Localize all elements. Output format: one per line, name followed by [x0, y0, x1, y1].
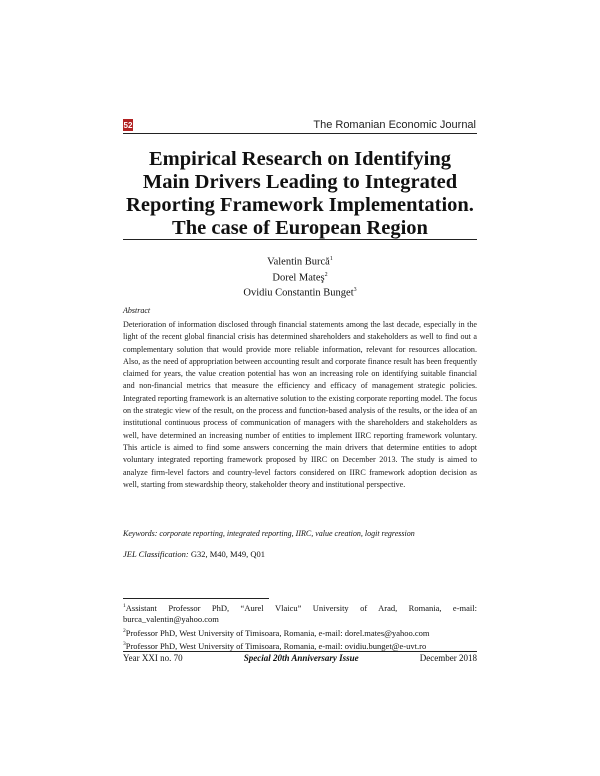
- title-line: Main Drivers Leading to Integrated: [142, 171, 458, 193]
- footer-issue: Special 20th Anniversary Issue: [243, 653, 359, 663]
- abstract-label: Abstract: [123, 306, 151, 315]
- footnote-mark: 1: [329, 256, 333, 262]
- title-line: Empirical Research on Identifying: [149, 148, 451, 170]
- author-list: [123, 253, 477, 300]
- footer-rule: [123, 651, 477, 652]
- footer-volume: Year XXI no. 70: [123, 653, 183, 663]
- footnote-rule: [123, 598, 269, 599]
- title-line: Reporting Framework Implementation.: [126, 194, 474, 216]
- footnote-mark: 2: [324, 271, 328, 278]
- author: Dorel Mateş$^2$: [272, 271, 328, 283]
- footnote: $^1$Assistant Professor PhD, “Aurel Vlaicu” University of Arad, Romania, e-mail: burca_valentin@yahoo.com: [123, 602, 477, 625]
- title-rule: [123, 239, 477, 240]
- footnote-mark: 3: [353, 287, 357, 293]
- journal-name: The Romanian Economic Journal: [313, 119, 476, 131]
- author: Valentin Burcă$^1$: [267, 256, 333, 268]
- page-number-badge: 52: [123, 120, 133, 130]
- keywords: Keywords: corporate reporting, integrated reporting, IIRC, value creation, logit regression: [123, 529, 415, 538]
- footnote: $^2$Professor PhD, West University of Timisoara, Romania, e-mail: dorel.mates@yahoo.com: [123, 627, 430, 638]
- header-rule: [123, 133, 477, 134]
- jel-codes: G32, M40, M49, Q01: [190, 549, 266, 559]
- title-line: The case of European Region: [172, 217, 428, 239]
- footnotes: [123, 601, 477, 652]
- jel-label: JEL Classification:: [123, 549, 189, 559]
- jel-classification: [123, 549, 477, 559]
- paper-title: [123, 148, 477, 240]
- author: Ovidiu Constantin Bunget$^3$: [243, 287, 357, 299]
- abstract-text: Deterioration of information disclosed through financial statements among the last decade, especially in the light of the recent global financial crisis has determined shareholders and stakeholders as well to find out a complementary solution that would provide more reliable information, relevant for resources allocation. Also, as the need of appropriation between accounting result and corporate finance result has been frequently claimed for years, the value creation potential has won an increasing role on identifying suitable financial and non-financial metrics that measure the efficiency and efficacy of management strategic policies. Integrated reporting framework is an alternative solution to the existing corporate reporting model. The focus on the strategic view of the result, on the process and function-based analysis of the results, or the idea of an institutional continuous process of communication of managers with the shareholders and stakeholders as well, have determined an increasing number of entities to implement IIRC reporting framework voluntary. This article is aimed to find some answers concerning the main drivers that determine entities to adopt voluntary integrated reporting framework proposed by IIRC on December 2013. The study is aimed to analyze firm-level factors and country-level factors considered on IIRC framework adoption decision as well, starting from stewardship theory, stakeholder theory and institutional perspective.: [123, 320, 477, 489]
- page-footer: [123, 653, 477, 663]
- footnote: $^3$Professor PhD, West University of Timisoara, Romania, e-mail: ovidiu.bunget@e-uvt.ro: [123, 640, 427, 651]
- footer-date: December 2018: [419, 653, 477, 663]
